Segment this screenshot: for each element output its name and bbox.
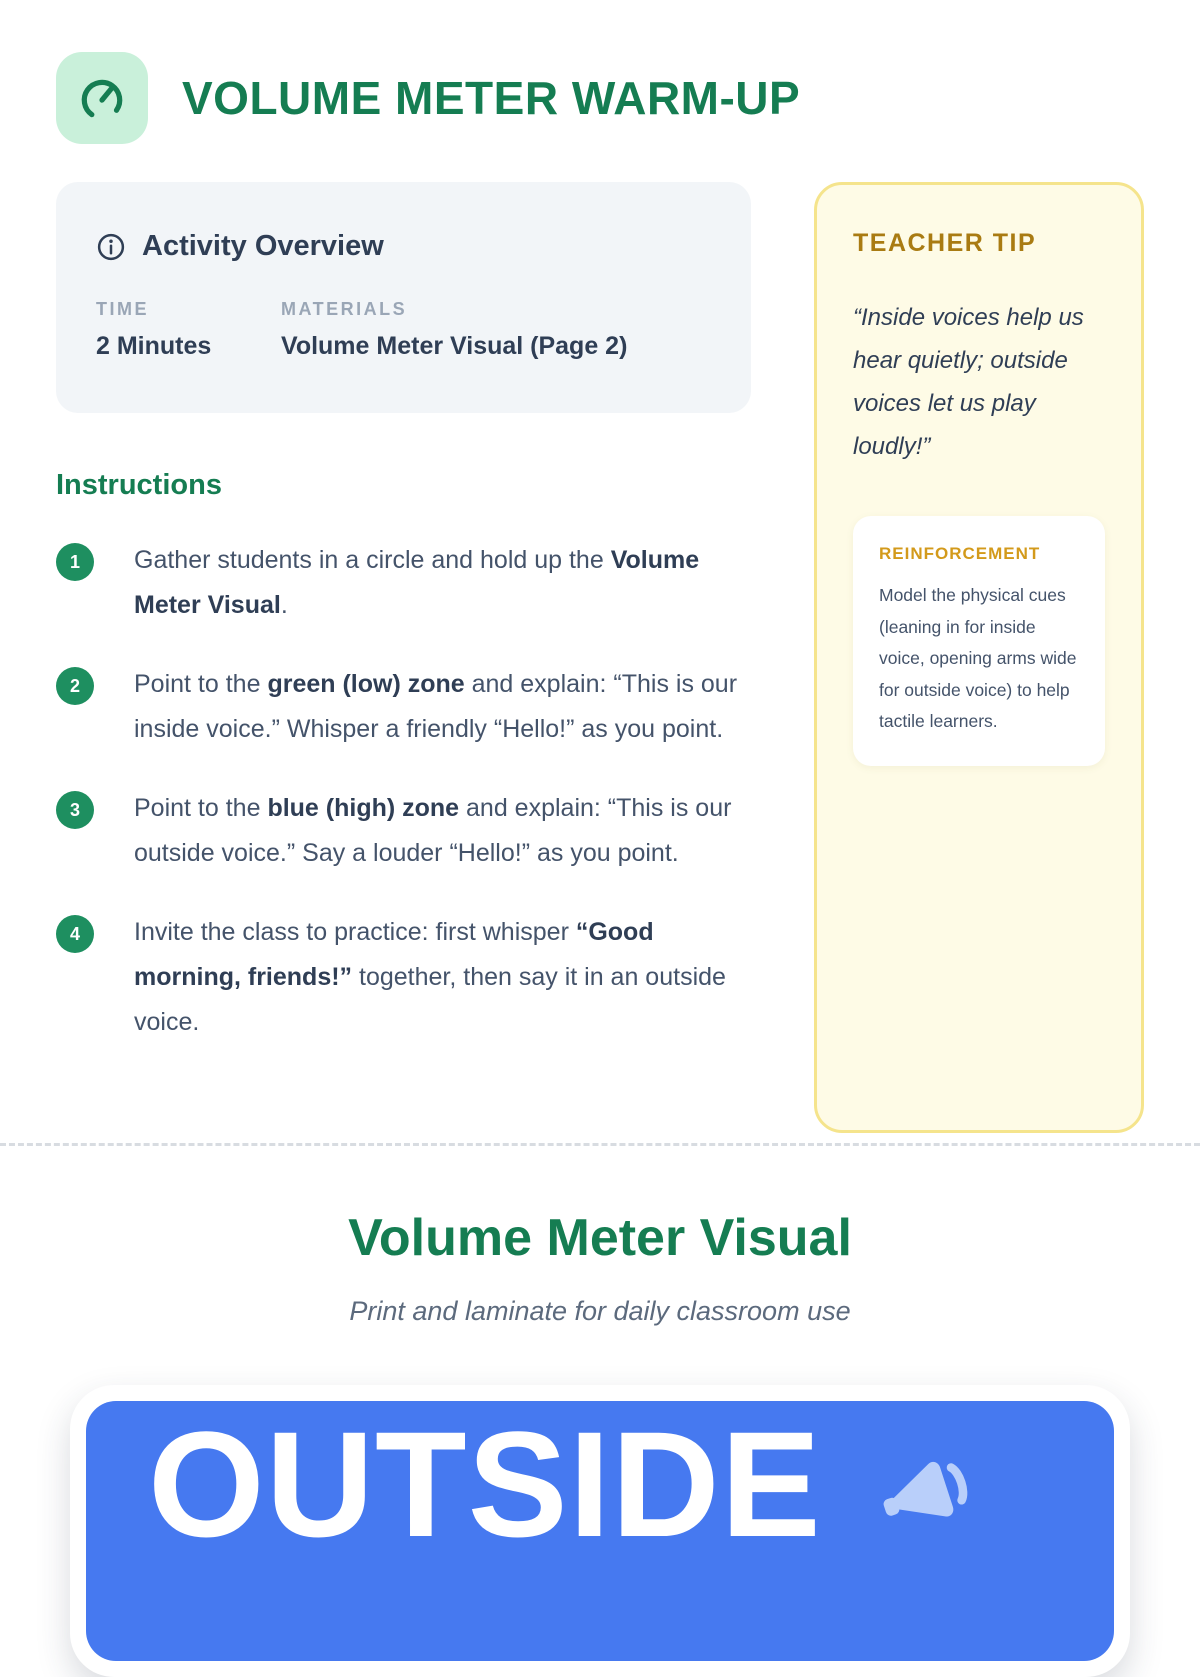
time-value: 2 Minutes xyxy=(96,332,212,360)
megaphone-icon xyxy=(874,1445,984,1560)
instruction-step xyxy=(56,786,751,876)
reinforcement-title: REINFORCEMENT xyxy=(879,544,1041,563)
reinforcement-body: Model the physical cues (leaning in for inside voice, opening arms wide for outside voice) to help tactile learners. xyxy=(879,585,1077,731)
outside-zone-label: OUTSIDE xyxy=(148,1401,822,1568)
teacher-tip-title: TEACHER TIP xyxy=(853,229,1037,257)
visual-title: Volume Meter Visual xyxy=(348,1209,852,1267)
materials-meta xyxy=(281,299,627,361)
materials-value: Volume Meter Visual (Page 2) xyxy=(281,332,628,360)
activity-overview-header xyxy=(96,230,711,263)
step-number-badge: 1 xyxy=(56,543,94,581)
page-title: VOLUME METER WARM-UP xyxy=(182,72,801,124)
outside-zone xyxy=(86,1401,1114,1661)
instructions-title: Instructions xyxy=(56,469,222,501)
right-column xyxy=(814,182,1144,1133)
teacher-tip-quote: “Inside voices help us hear quietly; outside voices let us play loudly!” xyxy=(853,304,1084,460)
visual-subtitle: Print and laminate for daily classroom use xyxy=(349,1296,851,1326)
volume-meter-visual-card xyxy=(70,1385,1130,1677)
instruction-step xyxy=(56,662,751,752)
overview-meta-row xyxy=(96,299,711,361)
left-column xyxy=(56,182,751,1079)
main-content xyxy=(56,182,1144,1133)
step-text: Gather students in a circle and hold up the Volume Meter Visual. xyxy=(134,546,700,619)
step-text: Point to the green (low) zone and explain: “This is our inside voice.” Whisper a friendly “Hello!” as you point. xyxy=(134,670,738,743)
dashed-divider xyxy=(0,1143,1200,1146)
step-text: Point to the blue (high) zone and explain: “This is our outside voice.” Say a louder “Hello!” as you point. xyxy=(134,794,732,867)
materials-label: MATERIALS xyxy=(281,299,408,319)
step-text: Invite the class to practice: first whisper “Good morning, friends!” together, then say it in an outside voice. xyxy=(134,918,726,1036)
instruction-step xyxy=(56,910,751,1045)
step-number-badge: 3 xyxy=(56,791,94,829)
time-label: TIME xyxy=(96,299,149,319)
step-number-badge: 2 xyxy=(56,667,94,705)
instruction-step xyxy=(56,538,751,628)
info-icon xyxy=(96,232,126,262)
instructions-list xyxy=(56,538,751,1045)
gauge-meter-icon xyxy=(56,52,148,144)
activity-overview-title: Activity Overview xyxy=(142,230,384,262)
page-header xyxy=(56,0,1144,144)
activity-overview-card xyxy=(56,182,751,413)
teacher-tip-card xyxy=(814,182,1144,1133)
step-number-badge: 4 xyxy=(56,915,94,953)
time-meta xyxy=(96,299,281,361)
reinforcement-card xyxy=(853,516,1105,766)
